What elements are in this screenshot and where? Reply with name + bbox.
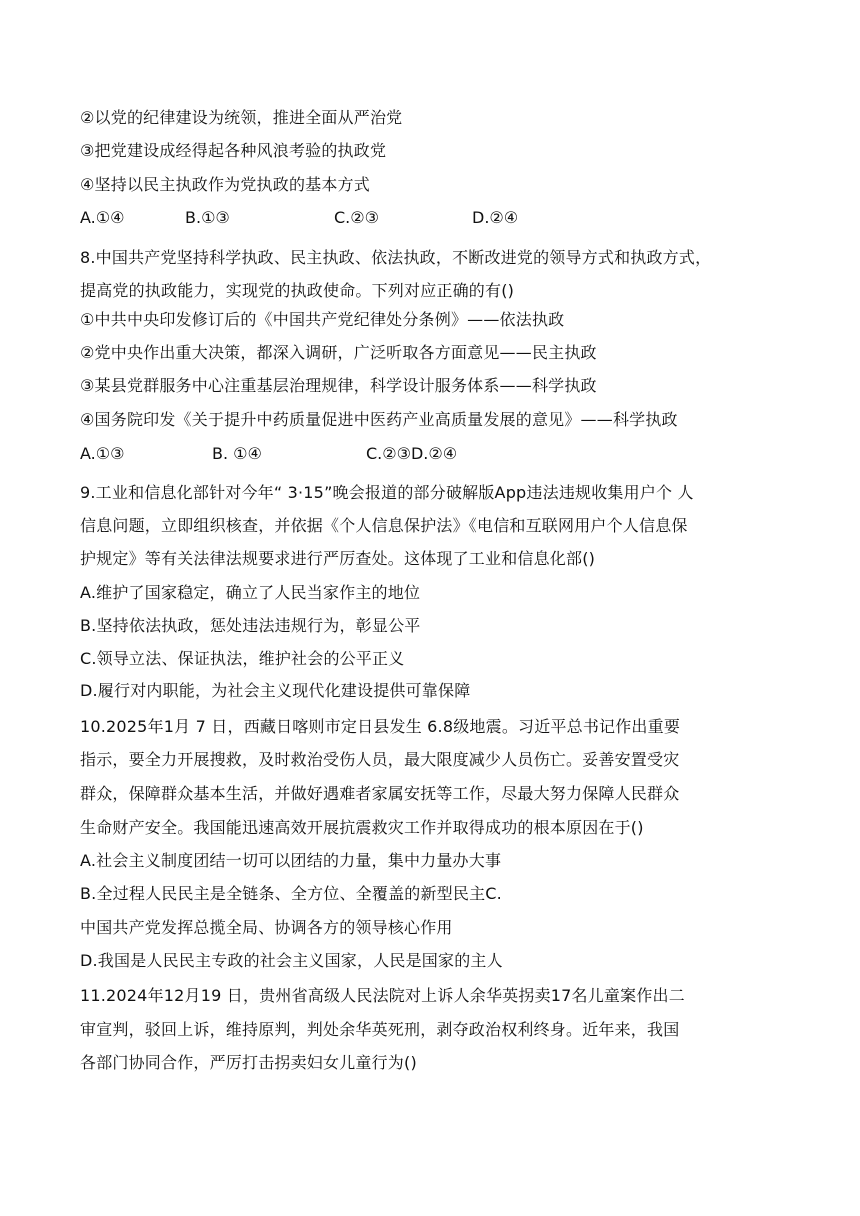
q9-option-c: C.领导立法、保证执法，维护社会的公平正义 (80, 649, 405, 668)
q8-option-b: B. ①④ (212, 444, 262, 463)
q10-stem-line-3: 群众，保障群众基本生活，并做好遇难者家属安抚等工作，尽最大努力保障人民群众 (80, 784, 680, 803)
q11-stem-line-2: 审宣判，驳回上诉，维持原判，判处余华英死刑，剥夺政治权利终身。近年来，我国 (80, 1020, 680, 1039)
q7-item-2: ②以党的纪律建设为统领，推进全面从严治党 (80, 108, 403, 127)
q10-option-a: A.社会主义制度团结一切可以团结的力量，集中力量办大事 (80, 851, 502, 870)
q11-stem-line-1: 11.2024年12月19 日，贵州省高级人民法院对上诉人余华英拐卖17名儿童案作出二 (80, 986, 685, 1005)
q8-option-a: A.①③ (80, 444, 125, 463)
q7-item-4: ④坚持以民主执政作为党执政的基本方式 (80, 175, 370, 194)
q10-stem-line-1: 10.2025年1月 7 日，西藏日喀则市定日县发生 6.8级地震。习近平总书记作出重要 (80, 717, 681, 736)
q8-option-cd: C.②③D.②④ (366, 444, 458, 463)
q9-stem-line-3: 护规定》等有关法律法规要求进行严厉查处。这体现了工业和信息化部() (80, 549, 596, 568)
q8-stem-line-2: 提高党的执政能力，实现党的执政使命。下列对应正确的有() (80, 281, 515, 300)
q10-option-c: 中国共产党发挥总揽全局、协调各方的领导核心作用 (80, 918, 453, 937)
q10-option-d: D.我国是人民民主专政的社会主义国家，人民是国家的主人 (80, 951, 503, 970)
q9-stem-line-2: 信息问题，立即组织核查，并依据《个人信息保护法》《电信和互联网用户个人信息保 (80, 516, 688, 535)
q10-stem-line-4: 生命财产安全。我国能迅速高效开展抗震救灾工作并取得成功的根本原因在于() (80, 818, 644, 837)
q7-option-d: D.②④ (472, 208, 519, 227)
q8-stem-line-1: 8.中国共产党坚持科学执政、民主执政、依法执政，不断改进党的领导方式和执政方式， (80, 248, 712, 267)
q7-option-b: B.①③ (185, 208, 230, 227)
q8-item-1: ①中共中央印发修订后的《中国共产党纪律处分条例》——依法执政 (80, 310, 565, 329)
q9-option-d: D.履行对内职能，为社会主义现代化建设提供可靠保障 (80, 681, 471, 700)
q7-option-a: A.①④ (80, 208, 125, 227)
q10-stem-line-2: 指示，要全力开展搜救，及时救治受伤人员，最大限度减少人员伤亡。妥善安置受灾 (80, 750, 680, 769)
q9-option-b: B.坚持依法执政，惩处违法违规行为，彰显公平 (80, 616, 421, 635)
q8-item-2: ②党中央作出重大决策，都深入调研，广泛听取各方面意见——民主执政 (80, 343, 597, 362)
q9-option-a: A.维护了国家稳定，确立了人民当家作主的地位 (80, 583, 421, 602)
q10-option-b: B.全过程人民民主是全链条、全方位、全覆盖的新型民主C. (80, 884, 502, 903)
q7-item-3: ③把党建设成经得起各种风浪考验的执政党 (80, 141, 387, 160)
q9-stem-line-1: 9.工业和信息化部针对今年“ 3·15”晚会报道的部分破解版App违法违规收集用户个 人 (80, 483, 694, 502)
q8-item-3: ③某县党群服务中心注重基层治理规律，科学设计服务体系——科学执政 (80, 376, 597, 395)
q8-item-4: ④国务院印发《关于提升中药质量促进中医药产业高质量发展的意见》——科学执政 (80, 410, 678, 429)
q11-stem-line-3: 各部门协同合作，严厉打击拐卖妇女儿童行为() (80, 1053, 417, 1072)
q7-option-c: C.②③ (334, 208, 379, 227)
